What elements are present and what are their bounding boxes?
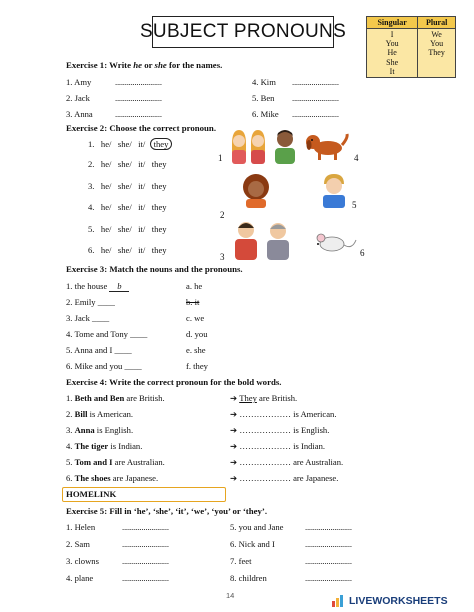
option-it[interactable]: it/ <box>138 139 146 149</box>
homelink-label: HOMELINK <box>62 487 226 502</box>
exercise-4-heading: Exercise 4: Write the correct pronoun for the bold words. <box>66 377 282 387</box>
ex4-blank[interactable]: ……………… <box>239 457 291 467</box>
ex3-blank[interactable]: ____ <box>92 313 110 323</box>
ex3-right-item: c. we <box>186 313 205 323</box>
ex4-sentence: 2. Bill is American. <box>66 409 134 419</box>
ex4-answer: ➔ ……………… are Australian. <box>230 457 344 467</box>
ex1-blank[interactable]: ........................ <box>292 93 339 103</box>
ex4-sentence: 3. Anna is English. <box>66 425 134 435</box>
ex3-blank[interactable]: ____ <box>124 361 142 371</box>
ex4-blank[interactable]: ……………… <box>239 441 291 451</box>
ex1-blank[interactable]: ........................ <box>115 109 162 119</box>
option-it[interactable]: it/ <box>138 181 146 191</box>
ex3-left-item: 5. Anna and I ____ <box>66 345 132 355</box>
ex1-blank[interactable]: ........................ <box>115 77 162 87</box>
ex3-example-answer[interactable]: b <box>109 282 129 292</box>
arrow-icon: ➔ <box>230 457 238 467</box>
ex1-item: 2. Jack <box>66 93 90 103</box>
option-they[interactable]: they <box>151 245 167 255</box>
ex1-item: 4. Kim <box>252 77 276 87</box>
arrow-icon: ➔ <box>230 473 238 483</box>
arrow-icon: ➔ <box>230 441 238 451</box>
option-they[interactable]: they <box>151 224 167 234</box>
ex5-blank[interactable]: ........................ <box>122 573 169 583</box>
dog-illustration <box>302 130 350 162</box>
boy-illustration <box>270 128 300 166</box>
page-number: 14 <box>226 591 235 600</box>
option-it[interactable]: it/ <box>138 159 146 169</box>
curly-girl-illustration <box>238 172 274 208</box>
ex4-blank[interactable]: ……………… <box>239 473 291 483</box>
option-he[interactable]: he/ <box>100 181 112 191</box>
ex4-sentence: 4. The tiger is Indian. <box>66 441 143 451</box>
ex3-right-item: a. he <box>186 281 203 291</box>
ex4-answer: ➔ ……………… is English. <box>230 425 330 435</box>
ex3-left-item: 6. Mike and you ____ <box>66 361 142 371</box>
ex2-row: 6. he/ she/ it/ they <box>88 245 167 255</box>
ex1-item: 3. Anna <box>66 109 93 119</box>
option-they-circled[interactable]: they <box>150 138 173 150</box>
ex5-item: 3. clowns <box>66 556 99 566</box>
ex5-item: 1. Helen <box>66 522 96 532</box>
ex4-sentence: 6. The shoes are Japanese. <box>66 473 159 483</box>
exercise-5-heading: Exercise 5: Fill in ‘he’, ‘she’, ‘it’, ‘we’, ‘you’ or ‘they’. <box>66 506 268 516</box>
option-he[interactable]: he/ <box>100 139 112 149</box>
ex1-blank[interactable]: ........................ <box>292 77 339 87</box>
ex4-answer: ➔ ……………… are Japanese. <box>230 473 339 483</box>
option-he[interactable]: he/ <box>100 202 112 212</box>
ex5-item: 4. plane <box>66 573 94 583</box>
page-title: SUBJECT PRONOUNS <box>139 21 347 42</box>
arrow-icon: ➔ <box>230 393 238 403</box>
option-he[interactable]: he/ <box>100 245 112 255</box>
ex3-left-item: 4. Tome and Tony ____ <box>66 329 148 339</box>
ex2-row: 1. he/ she/ it/ they <box>88 138 172 150</box>
table-cell: I <box>367 29 418 40</box>
ex5-item: 5. you and Jane <box>230 522 284 532</box>
table-cell: He <box>367 48 418 57</box>
option-it[interactable]: it/ <box>138 245 146 255</box>
table-cell <box>418 58 456 67</box>
two-girls-illustration <box>228 128 270 168</box>
page-title-box <box>139 16 347 48</box>
picture-number: 5 <box>352 200 357 210</box>
ex5-item: 2. Sam <box>66 539 90 549</box>
option-he[interactable]: he/ <box>100 224 112 234</box>
blond-boy-illustration <box>318 172 350 208</box>
picture-number: 1 <box>218 153 223 163</box>
ex4-answer: ➔ ……………… is American. <box>230 409 337 419</box>
ex1-item: 6. Mike <box>252 109 279 119</box>
ex4-sentence: 5. Tom and I are Australian. <box>66 457 165 467</box>
option-they[interactable]: they <box>151 181 167 191</box>
ex2-row: 4. he/ she/ it/ they <box>88 202 167 212</box>
ex4-answer: ➔ ……………… is Indian. <box>230 441 326 451</box>
ex2-row: 2. he/ she/ it/ they <box>88 159 167 169</box>
picture-number: 6 <box>360 248 365 258</box>
option-she[interactable]: she/ <box>117 159 132 169</box>
option-they[interactable]: they <box>151 159 167 169</box>
ex4-sentence: 1. Beth and Ben are British. <box>66 393 165 403</box>
ex5-item: 7. feet <box>230 556 252 566</box>
table-cell: It <box>367 67 418 78</box>
ex5-blank[interactable]: ........................ <box>305 556 352 566</box>
ex5-blank[interactable]: ........................ <box>122 556 169 566</box>
picture-number: 4 <box>354 153 359 163</box>
arrow-icon: ➔ <box>230 409 238 419</box>
option-he[interactable]: he/ <box>100 159 112 169</box>
option-it[interactable]: it/ <box>138 202 146 212</box>
ex3-right-item: d. you <box>186 329 208 339</box>
exercise-2-heading: Exercise 2: Choose the correct pronoun. <box>66 123 217 133</box>
table-cell: You <box>367 39 418 48</box>
ex4-blank[interactable]: ……………… <box>239 425 291 435</box>
exercise-1-heading: Exercise 1: Write he or she for the names. <box>66 60 223 70</box>
ex3-right-item: e. she <box>186 345 206 355</box>
ex5-item: 6. Nick and I <box>230 539 275 549</box>
ex4-answer-example[interactable]: They <box>239 393 257 403</box>
table-cell: She <box>367 58 418 67</box>
ex3-left-item: 2. Emily ____ <box>66 297 115 307</box>
ex5-blank[interactable]: ........................ <box>122 522 169 532</box>
table-cell: We <box>418 29 456 40</box>
brand-icon <box>332 595 346 607</box>
ex3-blank[interactable]: ____ <box>130 329 148 339</box>
ex1-item: 1. Amy <box>66 77 92 87</box>
table-cell: They <box>418 48 456 57</box>
option-it[interactable]: it/ <box>138 224 146 234</box>
ex1-item: 5. Ben <box>252 93 275 103</box>
ex2-row: 5. he/ she/ it/ they <box>88 224 167 234</box>
table-header-plural: Plural <box>418 17 456 29</box>
ex5-item: 8. children <box>230 573 267 583</box>
ex1-blank[interactable]: ........................ <box>115 93 162 103</box>
ex3-left-item: 3. Jack ____ <box>66 313 110 323</box>
pronoun-table <box>366 16 456 78</box>
table-cell <box>418 67 456 78</box>
exercise-3-heading: Exercise 3: Match the nouns and the pronouns. <box>66 264 243 274</box>
ex1-blank[interactable]: ........................ <box>292 109 339 119</box>
option-she[interactable]: she/ <box>117 139 132 149</box>
mouse-illustration <box>306 228 358 256</box>
option-they[interactable]: they <box>151 202 167 212</box>
ex5-blank[interactable]: ........................ <box>305 522 352 532</box>
option-she[interactable]: she/ <box>117 245 132 255</box>
option-she[interactable]: she/ <box>117 202 132 212</box>
picture-number: 2 <box>220 210 225 220</box>
option-she[interactable]: she/ <box>117 224 132 234</box>
table-cell: You <box>418 39 456 48</box>
ex5-blank[interactable]: ........................ <box>122 539 169 549</box>
ex5-blank[interactable]: ........................ <box>305 573 352 583</box>
ex3-blank[interactable]: ____ <box>114 345 132 355</box>
brand-logo <box>332 595 448 607</box>
two-men-illustration <box>230 218 296 260</box>
ex3-right-item-used: b. it <box>186 297 200 307</box>
brand-name: LIVEWORKSHEETS <box>349 595 448 607</box>
ex2-row: 3. he/ she/ it/ they <box>88 181 167 191</box>
picture-number: 3 <box>220 252 225 262</box>
table-header-singular: Singular <box>367 17 418 29</box>
ex3-left-item: 1. the house b <box>66 281 129 292</box>
ex5-blank[interactable]: ........................ <box>305 539 352 549</box>
ex3-right-item: f. they <box>186 361 208 371</box>
option-she[interactable]: she/ <box>117 181 132 191</box>
ex4-answer: ➔ They are British. <box>230 393 298 403</box>
ex3-blank[interactable]: ____ <box>97 297 115 307</box>
arrow-icon: ➔ <box>230 425 238 435</box>
ex4-blank[interactable]: ……………… <box>239 409 291 419</box>
